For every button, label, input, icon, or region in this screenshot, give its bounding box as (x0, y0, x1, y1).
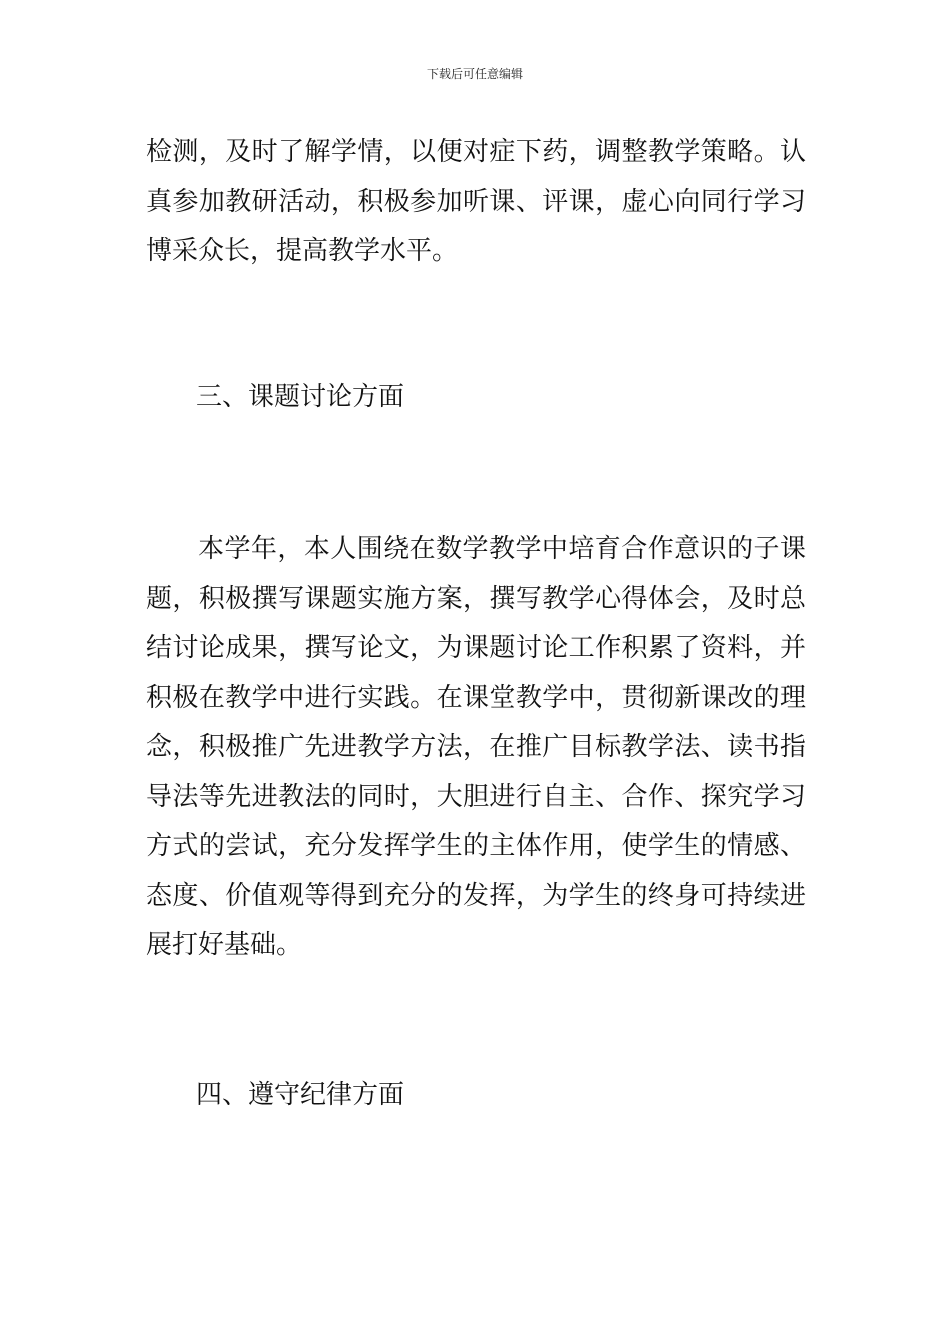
body-paragraph: 检测，及时了解学情，以便对症下药，调整教学策略。认真参加教研活动，积极参加听课、评课，虚心向同行学习博采众长，提高教学水平。 (146, 137, 806, 266)
body-paragraph: 本学年，本人围绕在数学教学中培育合作意识的子课题，积极撰写课题实施方案，撰写教学心得体会，及时总结讨论成果，撰写论文，为课题讨论工作积累了资料，并积极在教学中进行实践。在课堂教学中，贯彻新课改的理念，积极推广先进教学方法，在推广目标教学法、读书指导法等先进教法的同时，大胆进行自主、合作、探究学习方式的尝试，充分发挥学生的主体作用，使学生的情感、态度、价值观等得到充分的发挥，为学生的终身可持续进展打好基础。 (146, 534, 806, 960)
section-heading: 三、课题讨论方面 (196, 382, 405, 412)
section-heading: 四、遵守纪律方面 (196, 1080, 405, 1110)
page-header-note: 下载后可任意编辑 (426, 67, 523, 81)
